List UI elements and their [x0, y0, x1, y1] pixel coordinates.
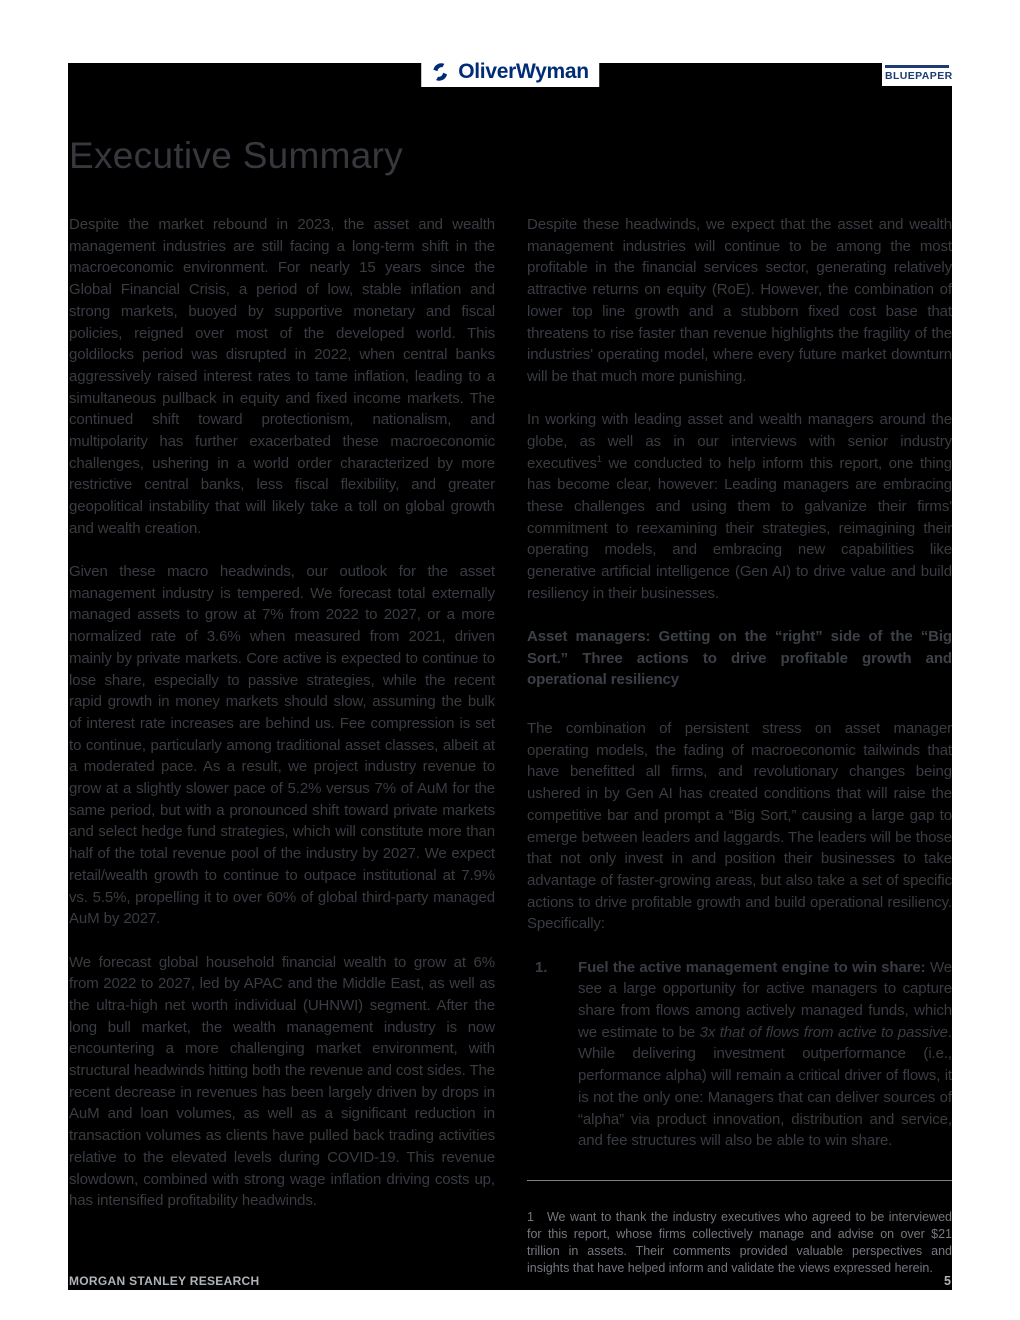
body-paragraph: Given these macro headwinds, our outlook for the asset management industry is tempered. We forecast total externally managed assets to grow at 7% from 2022 to 2027, or a more normalized rate of 3.6% when measured from 2021, driven mainly by private markets. Core active is expected to continue to lose share, especially to passive strategies, while the recent rapid growth in money markets should slow, assuming the bulk of interest rate increases are behind us. Fee compression is set to continue, particularly among traditional asset classes, albeit at a moderated pace. As a result, we project industry revenue to grow at a slightly slower pace of 5.2% versus 7% of AuM for the same period, but with a pronounced shift toward private markets and select hedge fund strategies, which will constitute more than half of the total revenue pool of the industry by 2027. We expect retail/wealth growth to continue to outpace institutional at 7.9% vs. 5.5%, propelling it to over 60% of global third-party managed AuM by 2027.: [69, 563, 495, 928]
body-paragraph: Despite these headwinds, we expect that the asset and wealth management industries will continue to be among the most profitable in the financial services sector, generating relatively attractive returns on equity (RoE). However, the combination of lower top line growth and a stubborn fixed cost base that threatens to rise faster than revenue highlights the fragility of the industries' operating model, where every future market downturn will be that much more punishing.: [527, 216, 952, 385]
footnote: [527, 1209, 952, 1277]
list-item-italic: 3x that of flows from active to passive: [699, 1023, 948, 1041]
page-title: Executive Summary: [69, 135, 404, 176]
badge-top-rule: [885, 65, 949, 68]
oliver-wyman-logo: [421, 56, 599, 87]
numbered-list-item: [527, 957, 952, 1152]
page-number: 5: [944, 1274, 951, 1288]
footnote-reference: 1: [596, 453, 602, 464]
paragraph-text: we conducted to help inform this report, one thing has become clear, however: Leading managers are embracing these challenges and using them to galvanize their firms' commitment to reexamining their strategies, reimagining their operating models, and embracing new capabilities like generative artificial intelligence (Gen AI) to drive value and build resiliency in their businesses.: [527, 454, 952, 602]
body-paragraph: Despite the market rebound in 2023, the asset and wealth management industries are still facing a long-term shift in the macroeconomic environment. For nearly 15 years since the Global Financial Crisis, a period of low, stable inflation and strong markets, buoyed by supportive monetary and fiscal policies, reigned over most of the developed world. This goldilocks period was disrupted in 2022, when central banks aggressively raised interest rates to tame inflation, leading to a simultaneous pullback in equity and fixed income markets. The continued shift toward protectionism, nationalism, and multipolarity has further exacerbated these macroeconomic challenges, ushering in a world order characterized by more restrictive central banks, less fiscal flexibility, and greater geopolitical instability that will likely take a toll on global growth and wealth creation.: [69, 216, 495, 537]
section-heading: Asset managers: Getting on the “right” side of the “Big Sort.” Three actions to drive profitable growth and operational resiliency: [527, 627, 952, 689]
footer-brand: MORGAN STANLEY RESEARCH: [69, 1274, 260, 1288]
list-item-segment: . While delivering investment outperformance (i.e., performance alpha) will remain a critical driver of flows, it is not the only one: Managers that can deliver sources of “alpha” via product innovation, distribution and service, and fee structures will also be able to win share.: [578, 1023, 952, 1150]
list-item-bold-lead: Fuel the active management engine to win share:: [578, 958, 926, 976]
body-paragraph: The combination of persistent stress on asset manager operating models, the fading of macroeconomic tailwinds that have benefitted all firms, and revolutionary changes being ushered in by Gen AI has created conditions that will raise the competitive bar and prompt a “Big Sort,” causing a large gap to emerge between leaders and laggards. The leaders will be those that not only invest in and position their businesses to take advantage of faster-growing areas, but also take a set of specific actions to drive profitable growth and build operational resiliency. Specifically:: [527, 720, 952, 933]
body-paragraph: [527, 409, 952, 604]
paragraph-text: In working with leading asset and wealth managers around the globe, as well as in our interviews with senior industry executives: [527, 411, 952, 472]
list-item-text: [578, 959, 952, 1150]
footnote-text: We want to thank the industry executives who agreed to be interviewed for this report, whose firms collectively manage and advise on over $21 trillion in assets. Their comments provided valuable perspectives and insights that have helped inform and validate the views expressed herein.: [527, 1210, 952, 1275]
right-column: [527, 214, 952, 1152]
document-page: [68, 59, 953, 1290]
footnote-number: 1: [527, 1210, 534, 1224]
body-paragraph: We forecast global household financial wealth to grow at 6% from 2022 to 2027, led by APAC and the Middle East, as well as the ultra-high net worth individual (UHNWI) segment. After the long bull market, the wealth management industry is now encountering a more challenging market environment, with structural headwinds hitting both the revenue and cost sides. The recent decrease in revenues has been largely driven by drops in AuM and loan volumes, as well as a significant reduction in transaction volumes as clients have pulled back trading activities relative to the elevated levels during COVID-19. This revenue slowdown, combined with strong wage inflation driving costs up, has intensified profitability headwinds.: [69, 953, 495, 1210]
oliver-wyman-icon: [429, 61, 451, 83]
footnote-divider: [527, 1180, 952, 1181]
bluepaper-badge: [882, 56, 952, 86]
list-item-segment: We see a large opportunity for active managers to capture share from flows among actively managed funds, which we estimate to be: [578, 958, 952, 1041]
list-number: 1.: [535, 958, 548, 976]
badge-label: BLUEPAPER: [885, 70, 953, 82]
left-column: [69, 214, 495, 1233]
oliver-wyman-logo-text: OliverWyman: [458, 59, 589, 83]
